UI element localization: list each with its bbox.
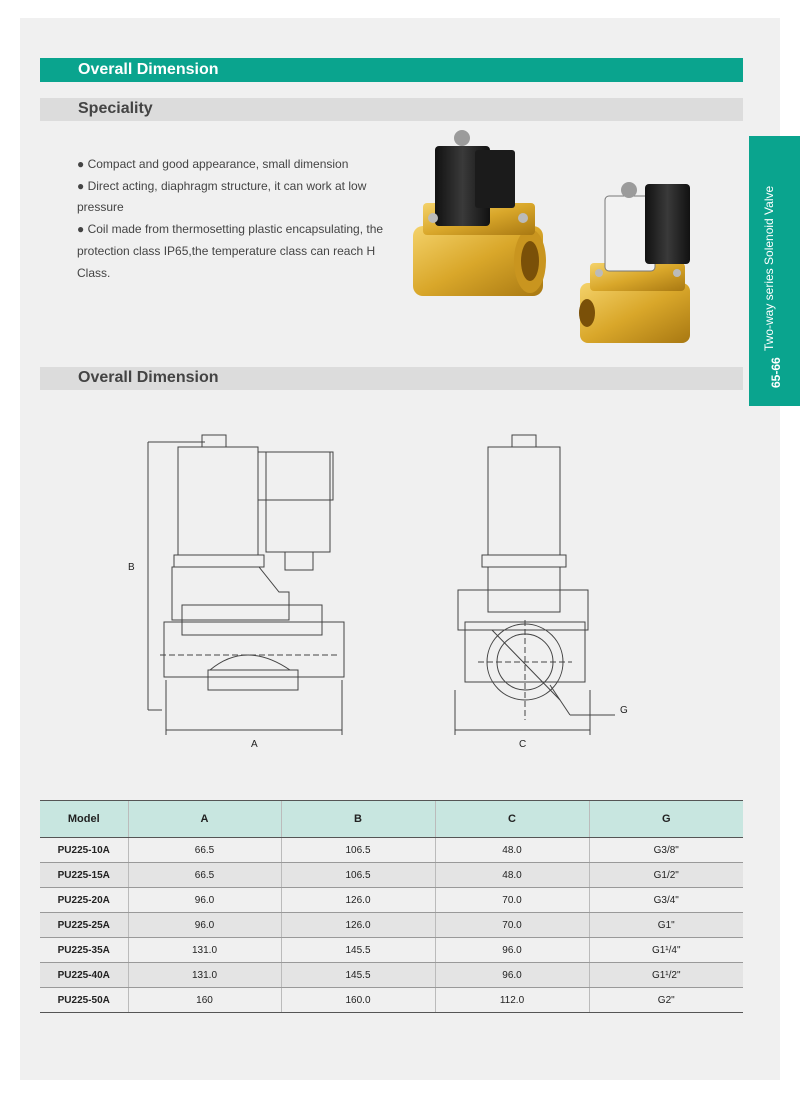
cell-model: PU225-40A [40, 963, 128, 988]
speciality-bar [40, 98, 743, 121]
cell-a: 160 [128, 988, 281, 1013]
header-banner [40, 58, 743, 82]
cell-a: 131.0 [128, 938, 281, 963]
cell-a: 66.5 [128, 863, 281, 888]
cell-a: 96.0 [128, 888, 281, 913]
cell-c: 48.0 [435, 863, 589, 888]
cell-g: G3/8" [589, 838, 743, 863]
dimension-label-a: A [251, 739, 258, 750]
column-header-c: C [435, 801, 589, 838]
table-header-row [40, 801, 743, 838]
page-numbers: 65-66 [769, 357, 783, 388]
cell-c: 70.0 [435, 888, 589, 913]
column-header-a: A [128, 801, 281, 838]
cell-g: G1¹/4" [589, 938, 743, 963]
cell-model: PU225-25A [40, 913, 128, 938]
cell-b: 145.5 [281, 938, 435, 963]
overall-dimension-title: Overall Dimension [78, 369, 219, 386]
dimension-table [40, 800, 743, 1013]
cell-b: 126.0 [281, 913, 435, 938]
cell-g: G1" [589, 913, 743, 938]
front-view [148, 435, 344, 735]
cell-g: G1/2" [589, 863, 743, 888]
product-photos [405, 128, 705, 358]
cell-c: 48.0 [435, 838, 589, 863]
cell-b: 145.5 [281, 963, 435, 988]
dimension-label-b: B [128, 562, 135, 573]
table-row [40, 988, 743, 1013]
speciality-list [77, 154, 387, 284]
dimension-label-c: C [519, 739, 527, 750]
table-row [40, 863, 743, 888]
valve-photo-large [413, 130, 546, 296]
table-row [40, 963, 743, 988]
cell-a: 96.0 [128, 913, 281, 938]
bullet-item: ● Direct acting, diaphragm structure, it can work at low pressure [77, 178, 367, 215]
table-row [40, 838, 743, 863]
bullet-item: ● Compact and good appearance, small dimension [77, 157, 349, 171]
cell-c: 112.0 [435, 988, 589, 1013]
table-row [40, 888, 743, 913]
dimension-label-g: G [620, 705, 628, 716]
series-side-tab [749, 136, 800, 406]
cell-model: PU225-35A [40, 938, 128, 963]
cell-b: 160.0 [281, 988, 435, 1013]
side-view [455, 435, 615, 735]
cell-c: 96.0 [435, 963, 589, 988]
cell-a: 66.5 [128, 838, 281, 863]
overall-dimension-bar [40, 367, 743, 390]
bullet-item: ● Coil made from thermosetting plastic encapsulating, the protection class IP65,the temperature class can reach H Class. [77, 222, 384, 280]
speciality-title: Speciality [78, 100, 153, 117]
header-title: Overall Dimension [78, 61, 219, 78]
cell-b: 106.5 [281, 863, 435, 888]
dimension-drawing [120, 430, 660, 760]
column-header-g: G [589, 801, 743, 838]
cell-g: G3/4" [589, 888, 743, 913]
cell-model: PU225-50A [40, 988, 128, 1013]
series-title: Two-way series Solenoid Valve [762, 185, 776, 351]
cell-c: 70.0 [435, 913, 589, 938]
cell-g: G1¹/2" [589, 963, 743, 988]
valve-photo-small [579, 182, 690, 343]
cell-b: 126.0 [281, 888, 435, 913]
cell-b: 106.5 [281, 838, 435, 863]
table-row [40, 913, 743, 938]
cell-a: 131.0 [128, 963, 281, 988]
column-header-b: B [281, 801, 435, 838]
cell-model: PU225-20A [40, 888, 128, 913]
cell-model: PU225-15A [40, 863, 128, 888]
cell-g: G2" [589, 988, 743, 1013]
table-row [40, 938, 743, 963]
cell-model: PU225-10A [40, 838, 128, 863]
column-header-model: Model [40, 801, 128, 838]
cell-c: 96.0 [435, 938, 589, 963]
